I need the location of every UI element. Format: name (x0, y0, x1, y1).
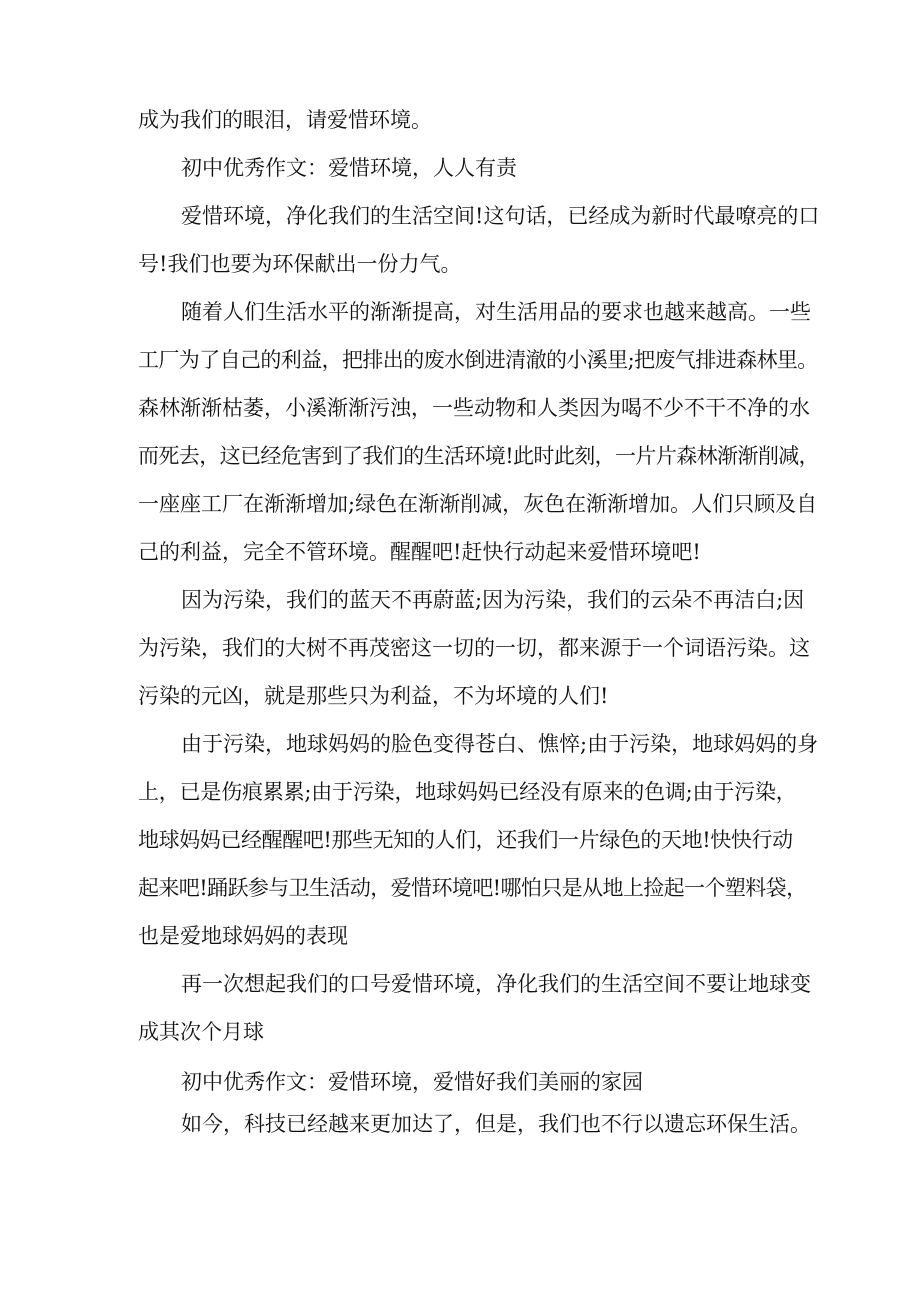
text-line-19: 再一次想起我们的口号爱惜环境，净化我们的生活空间不要让地球变 (181, 972, 811, 996)
essay-title-2: 初中优秀作文：爱惜环境，爱惜好我们美丽的家园 (181, 1070, 643, 1094)
text-line-20: 成其次个月球 (138, 1020, 264, 1044)
text-line-5: 随着人们生活水平的渐渐提高，对生活用品的要求也越来越高。一些 (181, 300, 811, 324)
text-line-6: 工厂为了自己的利益，把排出的废水倒进清澈的小溪里;把废气排进森林里。 (138, 348, 818, 372)
text-line-15: 上，已是伤痕累累;由于污染，地球妈妈已经没有原来的色调;由于污染， (138, 780, 797, 804)
text-line-16: 地球妈妈已经醒醒吧!那些无知的人们，还我们一片绿色的天地!快快行动 (138, 828, 793, 852)
text-line-14: 由于污染，地球妈妈的脸色变得苍白、憔悴;由于污染，地球妈妈的身 (181, 732, 819, 756)
text-line-9: 一座座工厂在渐渐增加;绿色在渐渐削减，灰色在渐渐增加。人们只顾及自 (138, 492, 818, 516)
text-line-7: 森林渐渐枯萎，小溪渐渐污浊，一些动物和人类因为喝不少不干不净的水 (138, 396, 810, 420)
essay-title-1: 初中优秀作文：爱惜环境，人人有责 (181, 156, 517, 180)
text-line-1: 成为我们的眼泪，请爱惜环境。 (138, 108, 432, 132)
text-line-8: 而死去，这已经危害到了我们的生活环境!此时此刻，一片片森林渐渐削减， (138, 444, 820, 468)
text-line-4: 号!我们也要为环保献出一份力气。 (138, 252, 462, 276)
text-line-13: 污染的元凶，就是那些只为利益，不为坏境的人们! (138, 684, 609, 708)
text-line-22: 如今，科技已经越来更加达了，但是，我们也不行以遗忘环保生活。 (181, 1112, 811, 1136)
text-line-3: 爱惜环境，净化我们的生活空间!这句话，已经成为新时代最嘹亮的口 (181, 204, 820, 228)
text-line-10: 己的利益，完全不管环境。醒醒吧!赶快行动起来爱惜环境吧! (138, 540, 701, 564)
text-line-11: 因为污染，我们的蓝天不再蔚蓝;因为污染，我们的云朵不再洁白;因 (181, 588, 805, 612)
text-line-17: 起来吧!踊跃参与卫生活动，爱惜环境吧!哪怕只是从地上捡起一个塑料袋， (138, 876, 807, 900)
text-line-12: 为污染，我们的大树不再茂密这一切的一切，都来源于一个词语污染。这 (138, 636, 810, 660)
text-line-18: 也是爱地球妈妈的表现 (138, 924, 348, 948)
